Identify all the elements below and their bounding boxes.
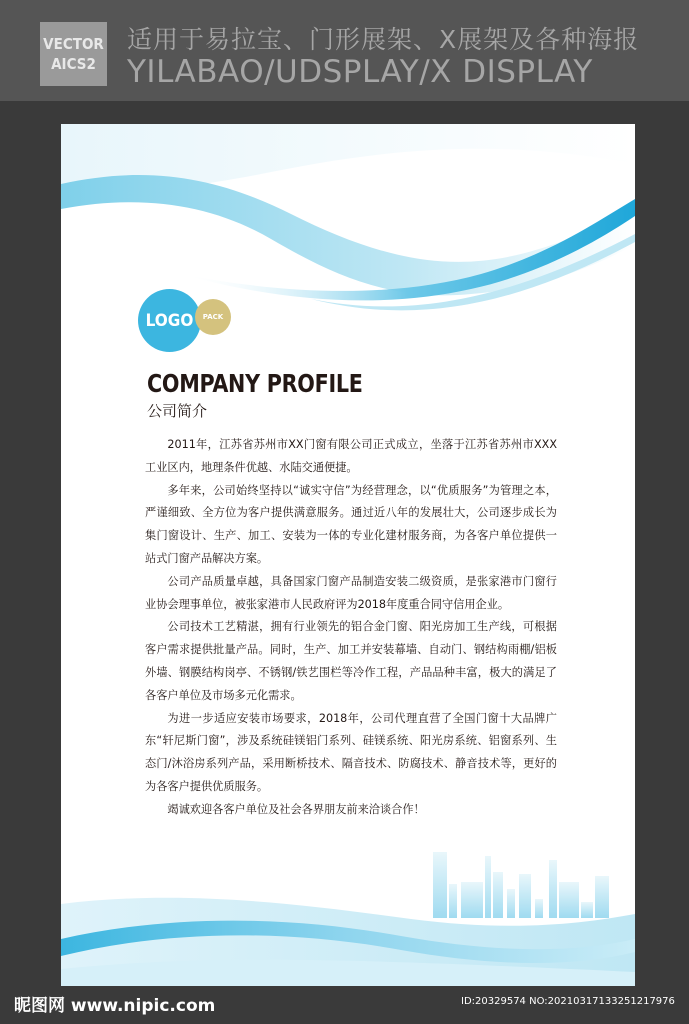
header-banner [0, 0, 689, 101]
vector-badge [40, 22, 107, 86]
footer-site-watermark: 昵图网 www.nipic.com [14, 996, 216, 1016]
poster-sheet [61, 124, 635, 986]
pack-circle: PACK [195, 299, 231, 335]
paragraph: 公司技术工艺精湛，拥有行业领先的铝合金门窗、阳光房加工生产线，可根据客户需求提供批量产品。同时，生产、加工并安装幕墙、自动门、钢结构雨棚/铝板外墙、钢膜结构岗亭、不锈钢/铁艺围栏等冷作工程，产品品种丰富，极大的满足了各客户单位及市场多元化需求。 [145, 620, 557, 702]
bottom-wave-decoration [61, 844, 635, 986]
badge-line2: AICS2 [51, 55, 96, 73]
paragraph: 2011年，江苏省苏州市XX门窗有限公司正式成立，坐落于江苏省苏州市XXX工业区内，地理条件优越、水陆交通便捷。 [145, 438, 557, 474]
header-title-en: YILABAO/UDSPLAY/X DISPLAY [127, 54, 593, 90]
page-subtitle: 公司简介 [147, 402, 208, 420]
paragraph: 公司产品质量卓越，具备国家门窗产品制造安装二级资质，是张家港市门窗行业协会理事单位，被张家港市人民政府评为2018年度重合同守信用企业。 [145, 574, 557, 611]
city-skyline [433, 852, 609, 918]
paragraph: 竭诚欢迎各客户单位及社会各界朋友前来洽谈合作！ [167, 802, 425, 816]
logo-circle: LOGO [138, 289, 201, 352]
profile-body [145, 434, 557, 822]
footer-id: ID:20329574 NO:20210317133251217976 [461, 996, 675, 1007]
header-title-cn: 适用于易拉宝、门形展架、X展架及各种海报 [127, 25, 640, 54]
paragraph: 为进一步适应安装市场要求，2018年，公司代理直营了全国门窗十大品牌广东“轩尼斯门窗”，涉及系统硅镁铝门系列、硅镁系统、阳光房系统、铝窗系列、生态门/沐浴房系列产品，采用断桥技术、隔音技术、防腐技术、静音技术等，更好的为各客户提供优质服务。 [145, 711, 557, 793]
page-title: COMPANY PROFILE [147, 369, 363, 398]
top-wave-decoration [61, 124, 635, 324]
badge-line1: VECTOR [43, 35, 104, 53]
paragraph: 多年来，公司始终坚持以“诚实守信”为经营理念，以“优质服务”为管理之本，严谨细致、全方位为客户提供满意服务。通过近八年的发展壮大，公司逐步成长为集门窗设计、生产、加工、安装为一体的专业化建材服务商，为各客户单位提供一站式门窗产品解决方案。 [145, 483, 557, 565]
